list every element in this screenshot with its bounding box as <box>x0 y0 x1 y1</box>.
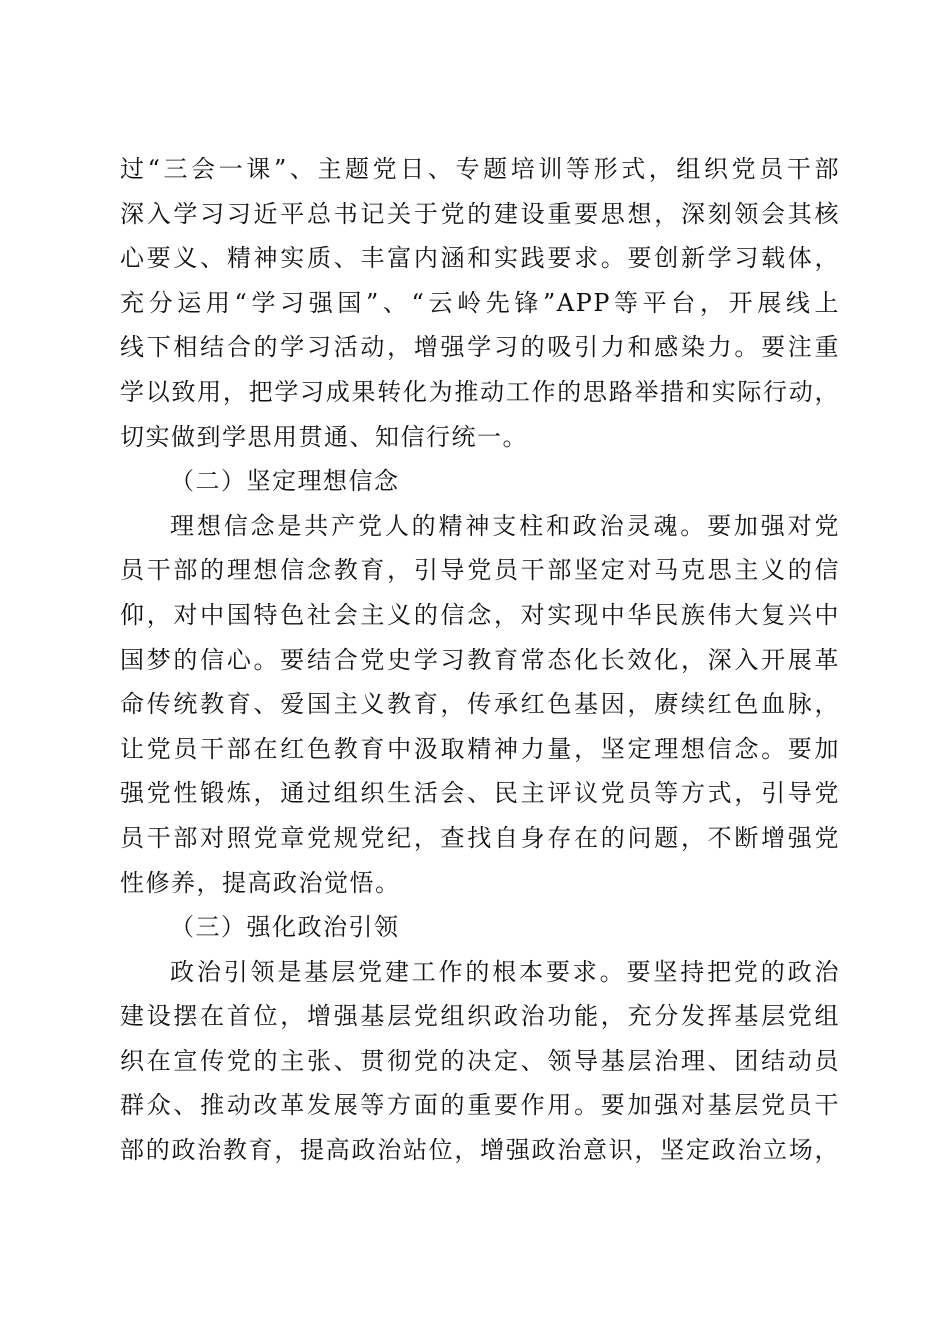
text-line: 员干部的理想信念教育，引导党员干部坚定对马克思主义的信 <box>120 556 840 585</box>
text-line: 织在宣传党的主张、贯彻党的决定、领导基层治理、团结动员 <box>120 1046 840 1075</box>
text-line: 强党性锻炼，通过组织生活会、民主评议党员等方式，引导党 <box>120 779 840 808</box>
text-line: 命传统教育、爱国主义教育，传承红色基因，赓续红色血脉， <box>120 690 840 719</box>
paragraph-study-methods <box>120 147 840 459</box>
text-line: 充分运用“学习强国”、“云岭先锋”APP等平台，开展线上 <box>120 288 840 317</box>
section-heading-political-guidance: （三）强化政治引领 <box>170 913 400 942</box>
text-line: 仰，对中国特色社会主义的信念，对实现中华民族伟大复兴中 <box>120 600 840 629</box>
text-line: 员干部对照党章党规党纪，查找自身存在的问题，不断增强党 <box>120 823 840 852</box>
text-line: 深入学习习近平总书记关于党的建设重要思想，深刻领会其核 <box>120 199 840 228</box>
text-line: 理想信念是共产党人的精神支柱和政治灵魂。要加强对党 <box>170 511 840 540</box>
text-line: 心要义、精神实质、丰富内涵和实践要求。要创新学习载体， <box>120 244 840 273</box>
text-line: 学以致用，把学习成果转化为推动工作的思路举措和实际行动， <box>120 377 840 406</box>
section-heading-ideals: （二）坚定理想信念 <box>170 467 400 496</box>
paragraph-political-guidance <box>120 950 840 1173</box>
text-line: 让党员干部在红色教育中汲取精神力量，坚定理想信念。要加 <box>120 734 840 763</box>
text-line: 线下相结合的学习活动，增强学习的吸引力和感染力。要注重 <box>120 333 840 362</box>
text-line: 切实做到学思用贯通、知信行统一。 <box>120 422 528 451</box>
paragraph-ideals-beliefs <box>120 504 840 905</box>
text-line: 性修养，提高政治觉悟。 <box>120 868 401 897</box>
text-line: 政治引领是基层党建工作的根本要求。要坚持把党的政治 <box>170 957 840 986</box>
document-body <box>120 147 840 1173</box>
text-line: 国梦的信心。要结合党史学习教育常态化长效化，深入开展革 <box>120 645 840 674</box>
text-line: 过“三会一课”、主题党日、专题培训等形式，组织党员干部 <box>120 155 840 183</box>
text-line: 部的政治教育，提高政治站位，增强政治意识，坚定政治立场， <box>120 1136 840 1165</box>
text-line: 建设摆在首位，增强基层党组织政治功能，充分发挥基层党组 <box>120 1002 840 1031</box>
text-line: 群众、推动改革发展等方面的重要作用。要加强对基层党员干 <box>120 1091 840 1120</box>
